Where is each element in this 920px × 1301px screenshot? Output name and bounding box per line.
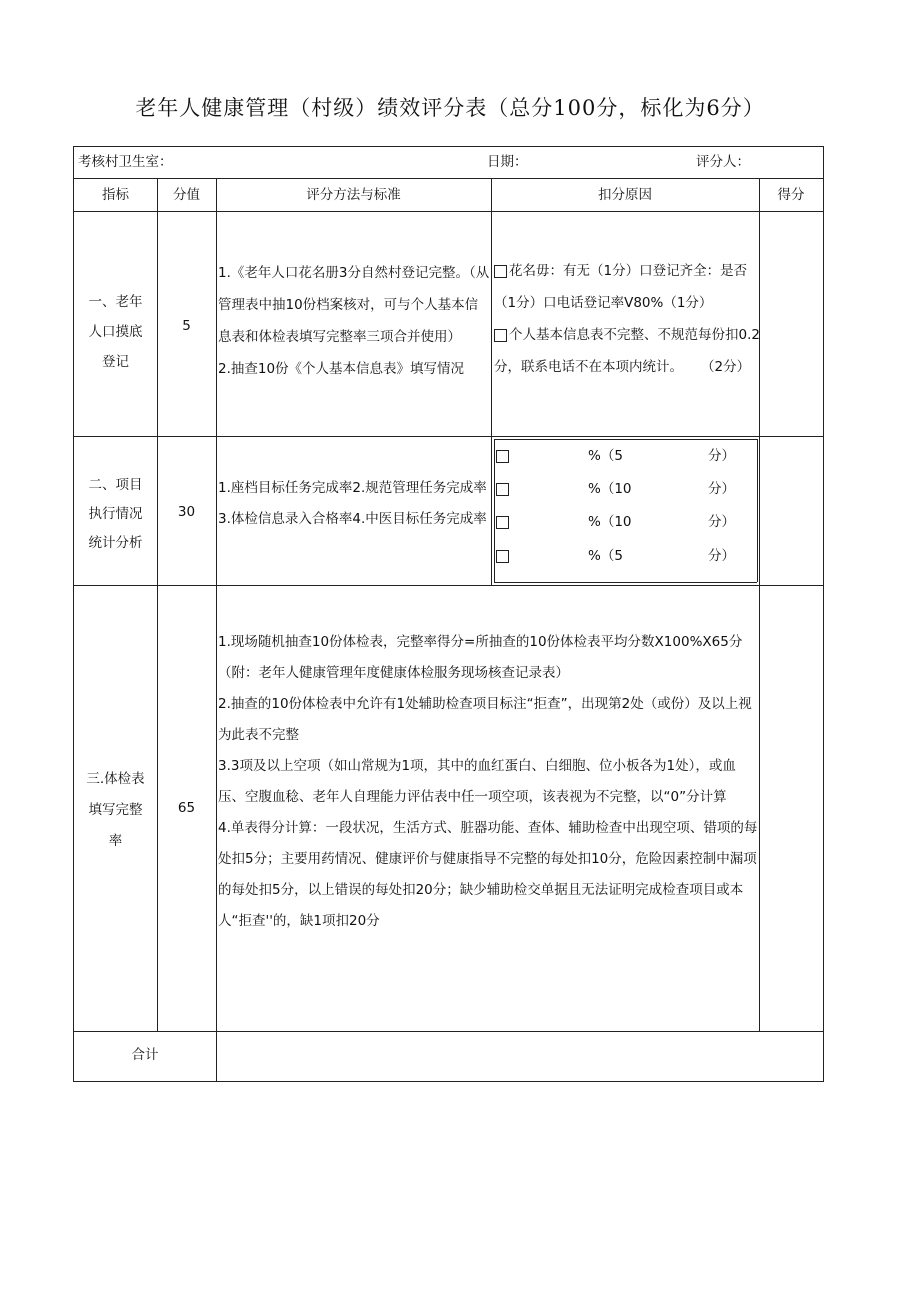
- row-divider: [74, 211, 823, 212]
- col-divider: [157, 178, 158, 1031]
- deduction-item: %（10 分）: [496, 512, 756, 532]
- method-paragraph: 1.现场随机抽查10份体检表，完整率得分=所抽查的10份体检表平均分数X100%X65分（附：老年人健康管理年度健康体检服务现场核查记录表）: [218, 634, 743, 681]
- row2-method: [218, 473, 490, 535]
- checkbox-icon[interactable]: [496, 516, 509, 529]
- row-divider: [74, 585, 823, 586]
- indicator-line: 填写完整: [88, 802, 143, 818]
- method-paragraph: 2.抽查10份《个人基本信息表》填写情况: [218, 361, 465, 377]
- row1-indicator: [74, 287, 157, 377]
- indicator-line: 人口摸底: [88, 324, 143, 340]
- deduction-item: %（10 分）: [496, 479, 756, 499]
- score-table: [73, 146, 824, 1082]
- row1-method: [218, 257, 490, 385]
- checkbox-icon[interactable]: [496, 550, 509, 563]
- checkbox-icon[interactable]: [496, 450, 509, 463]
- deduction-item: %（5 分）: [496, 546, 756, 566]
- method-paragraph: 1.《老年人口花名册3分自然村登记完整。（从管理表中抽10份档案核对，可与个人基本信息表和体检表填写完整率三项合并使用）: [218, 265, 490, 345]
- indicator-line: 二、项目: [88, 477, 143, 493]
- total-label: 合计: [131, 1047, 159, 1063]
- clinic-label: 考核村卫生室：: [78, 154, 173, 170]
- header-method: 评分方法与标准: [306, 187, 401, 203]
- method-paragraph: 1.座档目标任务完成率2.规范管理任务完成率3.体检信息录入合格率4.中医目标任务完成率: [218, 480, 487, 527]
- row1-deduction: [494, 255, 760, 383]
- inner-frame-line: [494, 439, 757, 440]
- checkbox-icon[interactable]: [494, 329, 507, 342]
- header-score: 得分: [777, 187, 805, 203]
- indicator-line: 登记: [102, 354, 129, 370]
- deduction-points: （2分）: [701, 359, 751, 375]
- checkbox-icon[interactable]: [494, 265, 507, 278]
- indicator-line: 执行情况: [88, 506, 143, 522]
- row2-points: 30: [177, 504, 196, 520]
- header-indicator: 指标: [102, 187, 129, 203]
- row-divider: [74, 178, 823, 179]
- col-divider: [491, 178, 492, 585]
- row-divider: [74, 436, 823, 437]
- row3-points: 65: [177, 800, 196, 816]
- col-divider: [216, 178, 217, 1081]
- row1-points: 5: [182, 318, 191, 334]
- indicator-line: 三.体检表: [86, 771, 145, 787]
- scorer-label: 评分人：: [696, 154, 750, 170]
- page-title: 老年人健康管理（村级）绩效评分表（总分100分，标化为6分）: [135, 96, 765, 120]
- method-paragraph: 2.抽查的10份体检表中允许有1处辅助检查项目标注“拒查”，出现第2处（或份）及以上视为此表不完整: [218, 696, 752, 743]
- checkbox-icon[interactable]: [496, 483, 509, 496]
- inner-frame-line: [757, 439, 758, 582]
- inner-frame-line: [494, 582, 757, 583]
- deduction-item: %（5 分）: [496, 446, 756, 466]
- header-deduction: 扣分原因: [598, 187, 652, 203]
- date-label: 日期：: [487, 154, 528, 170]
- deduction-paragraph: 花名毋：有无（1分）口登记齐全：是否（1分）口电话登记率V80%（1分）: [494, 263, 748, 311]
- inner-frame-line: [494, 439, 495, 582]
- indicator-line: 统计分析: [88, 535, 143, 551]
- method-paragraph: 4.单表得分计算：一段状况，生活方式、脏器功能、查体、辅助检查中出现空项、错项的每处扣5分；主要用药情况、健康评价与健康指导不完整的每处扣10分，危险因素控制中漏项的每处扣5分，以上错误的每处扣20分；缺少辅助检交单据且无法证明完成检查项目或本人“拒查''的，缺1项扣20分: [218, 820, 758, 929]
- indicator-line: 率: [108, 833, 123, 849]
- row-divider: [74, 1031, 823, 1032]
- row2-indicator: [74, 471, 157, 558]
- method-paragraph: 3.3项及以上空项（如山常规为1项，其中的血红蛋白、白细胞、位小板各为1处），或血压、空腹血稔、老年人自理能力评估表中任一项空项，该表视为不完整，以“0”分计算: [218, 758, 736, 805]
- row3-indicator: [74, 764, 157, 857]
- deduction-paragraph: 个人基本信息表不完整、不规范每份扣0.2分，联系电话不在本项内统计。: [494, 327, 760, 375]
- header-points: 分值: [173, 187, 200, 203]
- indicator-line: 一、老年: [88, 294, 143, 310]
- row3-method: [218, 627, 758, 937]
